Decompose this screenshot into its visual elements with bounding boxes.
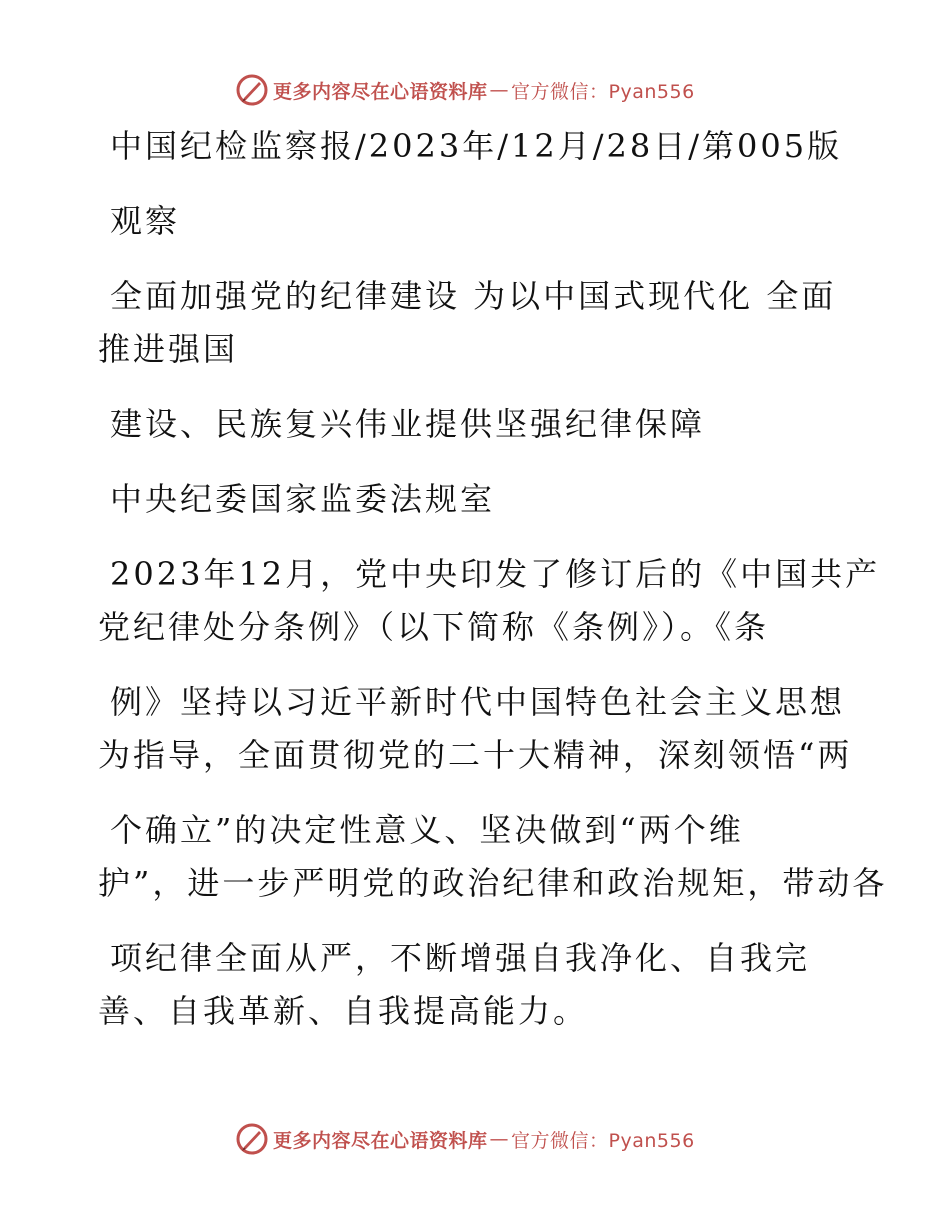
body-line: 善、自我革新、自我提高能力。 <box>98 992 589 1030</box>
quill-logo-icon <box>235 1122 269 1156</box>
watermark-contact: 官方微信：Pyan556 <box>511 80 695 103</box>
watermark-separator: — <box>489 79 510 101</box>
column-label: 观察 <box>110 202 181 240</box>
watermark-brand: 更多内容尽在心语资料库 <box>273 1129 488 1152</box>
quill-logo-icon <box>235 73 269 107</box>
watermark-banner-bottom <box>235 1122 695 1156</box>
body-line: 个确立”的决定性意义、坚决做到“两个维 <box>110 811 744 849</box>
watermark-banner-top <box>235 73 695 107</box>
body-line: 党纪律处分条例》（以下简称《条例》）。《条 <box>98 608 770 646</box>
author-line: 中央纪委国家监委法规室 <box>110 480 496 518</box>
body-line: 护”，进一步严明党的政治纪律和政治规矩，带动各 <box>98 864 888 902</box>
body-line: 例》坚持以习近平新时代中国特色社会主义思想 <box>110 683 846 721</box>
watermark-separator: — <box>489 1128 510 1150</box>
headline-line-3: 建设、民族复兴伟业提供坚强纪律保障 <box>110 405 706 443</box>
headline-line-2: 推进强国 <box>98 330 239 368</box>
watermark-brand: 更多内容尽在心语资料库 <box>273 80 488 103</box>
body-line: 项纪律全面从严，不断增强自我净化、自我完 <box>110 939 811 977</box>
watermark-contact: 官方微信：Pyan556 <box>511 1129 695 1152</box>
headline-line-1: 全面加强党的纪律建设 为以中国式现代化 全面 <box>110 277 837 315</box>
body-line: 2023年12月，党中央印发了修订后的《中国共产 <box>110 555 881 593</box>
article-body <box>98 120 888 1038</box>
source-line: 中国纪检监察报/2023年/12月/28日/第005版 <box>110 127 843 165</box>
body-line: 为指导，全面贯彻党的二十大精神，深刻领悟“两 <box>98 736 853 774</box>
